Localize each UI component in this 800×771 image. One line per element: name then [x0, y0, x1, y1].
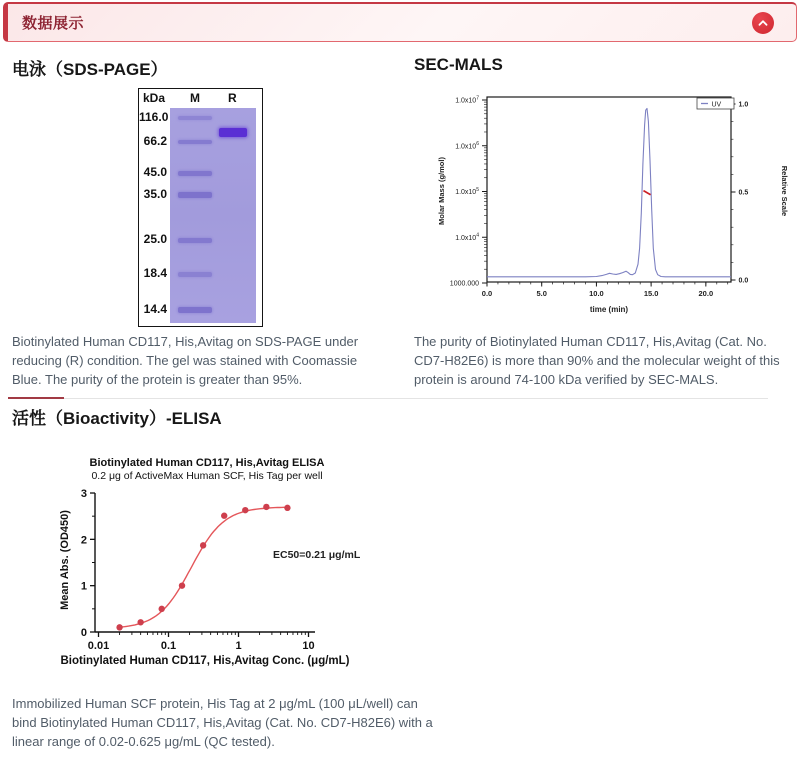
svg-text:3: 3	[80, 488, 87, 501]
svg-text:UV: UV	[711, 101, 722, 109]
sec-mals-section-title: SEC-MALS	[414, 55, 503, 74]
bioactivity-section-title: 活性（Bioactivity）-ELISA	[12, 409, 222, 428]
gel-marker-label: 18.4	[143, 266, 167, 280]
elisa-chart	[55, 452, 385, 687]
svg-text:1: 1	[80, 580, 87, 593]
gel-marker-band	[178, 171, 212, 176]
gel-marker-label: 25.0	[143, 232, 167, 246]
svg-text:0.2 μg of ActiveMax Human SCF,: 0.2 μg of ActiveMax Human SCF, His Tag per well	[91, 470, 323, 482]
svg-text:Relative Scale: Relative Scale	[780, 165, 789, 217]
svg-text:1.0x106: $1.0x10^6$	[455, 141, 479, 151]
gel-marker-label: 35.0	[143, 187, 167, 201]
gel-lane-m-label: M	[190, 91, 200, 105]
data-display-header-bar[interactable]	[3, 2, 797, 42]
divider-gray-line	[8, 398, 768, 399]
svg-text:0.1: 0.1	[160, 640, 177, 652]
svg-text:Biotinylated Human CD117, His,: Biotinylated Human CD117, His,Avitag ELISA	[89, 457, 325, 469]
sds-page-section-title: 电泳（SDS-PAGE）	[12, 60, 168, 79]
svg-text:1000.000: 1000.000	[449, 280, 479, 288]
gel-marker-band	[178, 307, 212, 313]
svg-text:20.0: 20.0	[698, 289, 714, 298]
svg-text:Biotinylated Human CD117, His,: Biotinylated Human CD117, His,Avitag Conc. (μg/mL)	[60, 655, 350, 667]
section-divider	[8, 397, 768, 400]
sds-page-gel-image	[138, 88, 263, 327]
gel-lane-r-label: R	[228, 91, 237, 105]
svg-text:0.0: 0.0	[738, 277, 749, 285]
svg-text:0.01: 0.01	[87, 640, 110, 652]
gel-marker-label: 116.0	[139, 110, 169, 124]
gel-marker-label: 14.4	[143, 302, 167, 316]
sds-page-caption: Biotinylated Human CD117, His,Avitag on SDS-PAGE under reducing (R) condition. The gel was stained with Coomassie Blue. The purity of the protein is greater than 95%.	[12, 334, 359, 387]
svg-text:Molar Mass (g/mol): Molar Mass (g/mol)	[437, 157, 446, 225]
gel-marker-band	[178, 192, 212, 198]
bioactivity-caption: Immobilized Human SCF protein, His Tag at 2 μg/mL (100 μL/well) can bind Biotinylated Human CD117, His,Avitag (Cat. No. CD7-H82E6) with a linear range of 0.02-0.625 μg/mL (QC tested).	[12, 696, 433, 749]
gel-unit-label: kDa	[143, 91, 166, 105]
svg-text:1.0x107: $1.0x10^7$	[455, 95, 479, 105]
svg-text:10.0: 10.0	[589, 289, 604, 298]
svg-text:1.0x104: $1.0x10^4$	[455, 232, 479, 242]
svg-text:0.5: 0.5	[738, 189, 749, 197]
gel-marker-band	[178, 140, 212, 144]
svg-text:0: 0	[80, 627, 87, 639]
svg-text:1: 1	[235, 640, 242, 652]
svg-text:5.0: 5.0	[536, 289, 547, 298]
svg-text:Mean Abs. (OD450): Mean Abs. (OD450)	[59, 510, 71, 610]
svg-text:15.0: 15.0	[643, 289, 659, 298]
gel-marker-band	[178, 272, 212, 277]
svg-text:1.0x105: $1.0x10^5$	[455, 186, 479, 196]
sec-mals-chart	[430, 85, 800, 330]
gel-marker-label: 45.0	[143, 165, 167, 179]
svg-text:2: 2	[80, 534, 87, 547]
divider-red-accent	[8, 397, 64, 399]
svg-text:time (min): time (min)	[589, 305, 629, 314]
gel-marker-band	[178, 238, 212, 243]
sec-mals-caption: The purity of Biotinylated Human CD117, His,Avitag (Cat. No. CD7-H82E6) is more than 90% and the molecular weight of this protein is around 74-100 kDa verified by SEC-MALS.	[414, 334, 780, 387]
svg-text:EC50=0.21 μg/mL: EC50=0.21 μg/mL	[273, 549, 361, 561]
svg-text:1.0: 1.0	[738, 101, 749, 109]
collapse-button[interactable]	[752, 12, 774, 34]
svg-text:10: 10	[302, 640, 315, 652]
gel-marker-band	[178, 116, 212, 120]
gel-sample-band	[219, 128, 247, 137]
svg-text:0.0: 0.0	[481, 289, 493, 298]
section-header-title: 数据展示	[22, 15, 85, 32]
chevron-up-icon	[756, 16, 770, 30]
gel-marker-label: 66.2	[143, 134, 167, 148]
